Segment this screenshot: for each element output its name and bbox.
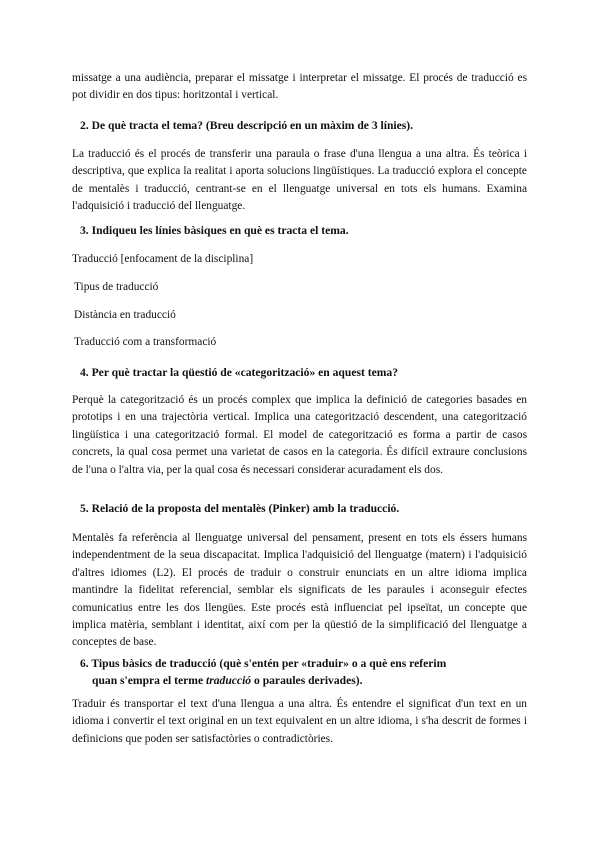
answer-q6: Traduir és transportar el text d'una llengua a una altra. És entendre el significat d'un text en un idioma i convertir el text original en un text equivalent en un altre idioma, i s'ha descrit de formes i definicions que poden ser satisfactòries o contradictòries. [72,698,527,745]
heading-q4: 4. Per què tractar la qüestió de «categorització» en aquest tema? [80,366,399,379]
heading-q6-text: quan s'empra el terme [92,674,206,687]
heading-q3: 3. Indiqueu les línies bàsiques en què es tracta el tema. [80,224,349,237]
list-item: Distància en traducció [74,309,176,321]
list-item: Traducció [enfocament de la disciplina] [72,253,254,265]
heading-q6-text-end: o paraules derivades). [251,674,363,687]
list-item: Tipus de traducció [74,281,159,293]
heading-q2: 2. De què tracta el tema? (Breu descripció en un màxim de 3 línies). [80,119,414,132]
top-paragraph: missatge a una audiència, preparar el missatge i interpretar el missatge. El procés de traducció es pot dividir en dos tipus: horitzontal i vertical. [72,72,527,102]
heading-q6 [80,655,528,689]
heading-q6-italic-term: traducció [206,674,252,687]
answer-q5: Mentalès fa referència al llenguatge universal del pensament, present en tots els éssers humans independentment de la seua discapacitat. Implica l'adquisició del llenguatge (matern) i l'adquisició d'altres idiomes (L2). El procés de traduir o construir enunciats en un altre idioma implica mantindre la fidelitat referencial, semblar els significats de les paraules i aconseguir efectes comunicatius entre les dos llengües. Este procés està influenciat pel ipseïtat, un concepte que implica matèria, semblant i identitat, així com per la qüestió de la simplificació del llenguatge a conceptes de base. [72,532,527,649]
heading-q5: 5. Relació de la proposta del mentalès (Pinker) amb la traducció. [80,502,400,515]
heading-q6-line2 [80,672,528,689]
heading-q6-line1: 6. Tipus bàsics de traducció (què s'entén per «traduir» o a què ens referim [80,657,447,670]
list-item: Traducció com a transformació [74,336,217,348]
answer-q2: La traducció és el procés de transferir una paraula o frase d'una llengua a una altra. És teòrica i descriptiva, que explica la realitat i aporta solucions lingüístiques. La traducció explora el concepte de mentalès i traducció, centrant-se en el llenguatge universal en tots els humans. Examina l'adquisició i traducció del llenguatge. [72,148,527,213]
answer-q4: Perquè la categorització és un procés complex que implica la definició de categories basades en prototips i en una trajectòria vertical. Implica una categorització descendent, una categorització lingüística i una categorització formal. El model de categorització es forma a partir de casos concrets, la qual cosa permet una varietat de casos en la categoria. És difícil extraure conclusions de l'una o l'altra via, per la qual cosa és necessari considerar acuradament els dos. [72,394,527,476]
